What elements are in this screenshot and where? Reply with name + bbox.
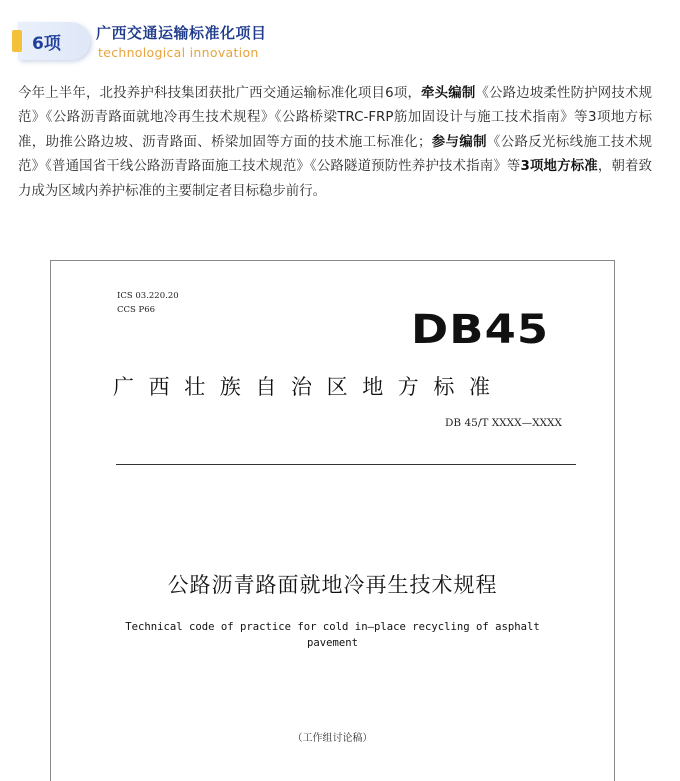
intro-paragraph bbox=[18, 82, 652, 204]
english-title-line-1: Technical code of practice for cold in—place recycling of asphalt bbox=[125, 621, 540, 633]
section-subtitle: technological innovation bbox=[98, 45, 259, 60]
intro-text-1: 今年上半年，北投养护科技集团获批广西交通运输标准化项目6项， bbox=[18, 86, 422, 101]
ics-code: ICS 03.220.20 bbox=[117, 291, 179, 301]
badge-label: 6项 bbox=[32, 34, 61, 54]
section-header bbox=[18, 18, 658, 66]
db45-logo: DB45 bbox=[411, 307, 550, 353]
standard-title-chinese: 公路沥青路面就地冷再生技术规程 bbox=[167, 573, 498, 597]
intro-bold-count: 3项地方标准 bbox=[520, 159, 598, 175]
classification-codes bbox=[117, 289, 179, 317]
intro-text-2: 《公路边坡柔性防护网技术规范》《公路沥青路面就地冷再生技术规程》《公路桥梁TRC-FRP筋加固设计与施工技术指南》等3项地方标准，助推公路边坡、沥青路面、桥梁加固等方面的技术施工标准化； bbox=[18, 86, 652, 150]
intro-bold-lead: 牵头编制 bbox=[421, 86, 476, 101]
draft-note: （工作组讨论稿） bbox=[292, 733, 373, 744]
intro-text-3: 《公路反光标线施工技术规范》《普通国省干线公路沥青路面施工技术规范》《公路隧道预防性养护技术指南》等 bbox=[18, 134, 653, 175]
standard-cover-image bbox=[50, 260, 615, 781]
intro-text-4: ，朝着致力成为区域内养护标准的主要制定者目标稳步前行。 bbox=[18, 159, 652, 199]
english-title-line-2: pavement bbox=[306, 637, 359, 649]
section-title: 广西交通运输标准化项目 bbox=[96, 24, 267, 42]
intro-bold-participate: 参与编制 bbox=[431, 134, 487, 150]
standard-number: DB 45/T XXXX—XXXX bbox=[445, 417, 563, 429]
ccs-code: CCS P66 bbox=[117, 305, 156, 315]
count-badge bbox=[18, 22, 90, 60]
standard-title-english bbox=[111, 619, 554, 651]
header-divider bbox=[116, 464, 576, 465]
region-standard-heading: 广西壮族自治区地方标准 bbox=[113, 375, 505, 399]
